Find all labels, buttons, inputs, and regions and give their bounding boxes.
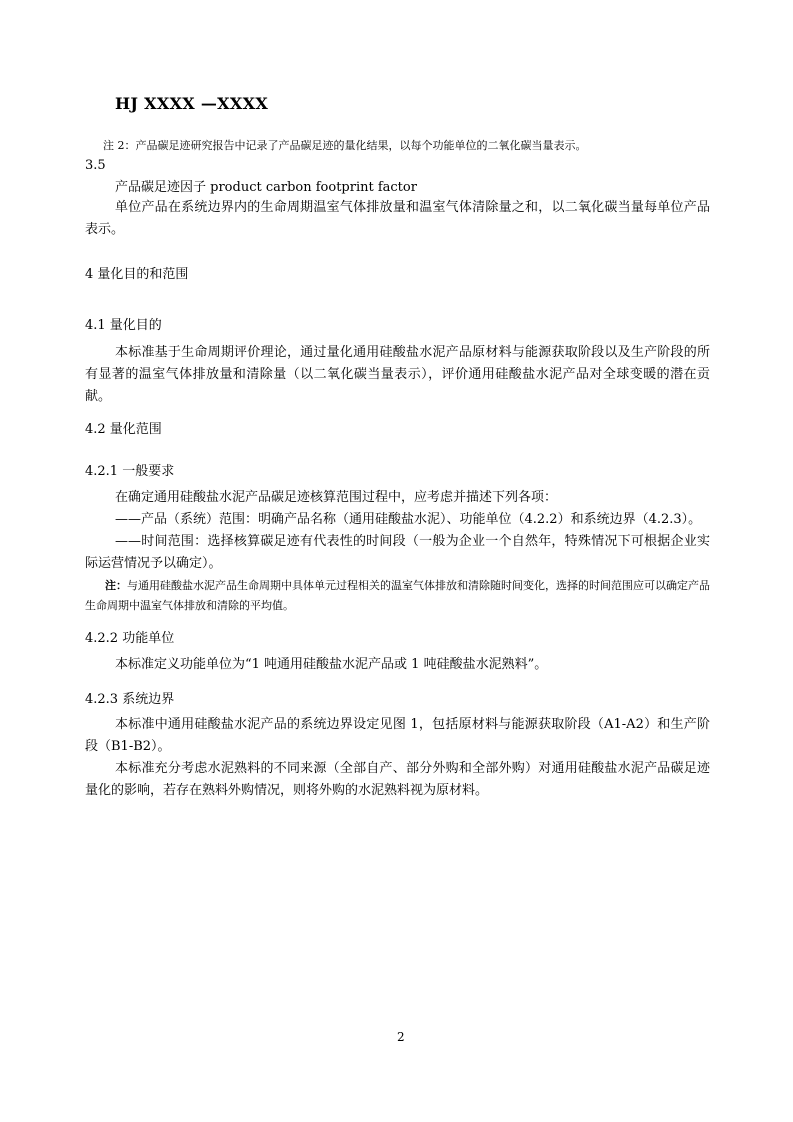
section-4-2-3-paragraph-2: 本标准充分考虑水泥熟料的不同来源（全部自产、部分外购和全部外购）对通用硅酸盐水泥产品碳足迹量化的影响，若存在熟料外购情况，则将外购的水泥熟料视为原材料。 bbox=[85, 761, 710, 798]
clause-3-5-number: 3.5 bbox=[85, 158, 106, 173]
section-4-2-1-intro: 在确定通用硅酸盐水泥产品碳足迹核算范围过程中，应考虑并描述下列各项： bbox=[115, 490, 558, 505]
page-number: 2 bbox=[397, 1030, 405, 1044]
section-4-2-3-title: 4.2.3 系统边界 bbox=[85, 692, 175, 707]
note-label: 注： bbox=[105, 579, 127, 592]
section-4-2-1-title: 4.2.1 一般要求 bbox=[85, 464, 175, 479]
document-code-header: HJ XXXX —XXXX bbox=[115, 94, 269, 113]
term-title: 产品碳足迹因子 product carbon footprint factor bbox=[115, 180, 417, 195]
section-4-title: 4 量化目的和范围 bbox=[85, 267, 189, 282]
section-4-2-2-paragraph: 本标准定义功能单位为“1 吨通用硅酸盐水泥产品或 1 吨硅酸盐水泥熟料”。 bbox=[115, 657, 548, 672]
time-scope-item: ——时间范围：选择核算碳足迹有代表性的时间段（一般为企业一个自然年，特殊情况下可根据企业实际运营情况予以确定）。 bbox=[85, 534, 710, 571]
note-4-2-1 bbox=[85, 576, 710, 616]
note-2: 注 2：产品碳足迹研究报告中记录了产品碳足迹的量化结果，以每个功能单位的二氧化碳当量表示。 bbox=[103, 139, 587, 152]
section-4-2-2-title: 4.2.2 功能单位 bbox=[85, 631, 175, 646]
section-4-2-title: 4.2 量化范围 bbox=[85, 422, 162, 437]
note-text: 与通用硅酸盐水泥产品生命周期中具体单元过程相关的温室气体排放和清除随时间变化，选择的时间范围应可以确定产品生命周期中温室气体排放和清除的平均值。 bbox=[85, 579, 710, 612]
section-4-1-paragraph: 本标准基于生命周期评价理论，通过量化通用硅酸盐水泥产品原材料与能源获取阶段以及生产阶段的所有显著的温室气体排放量和清除量（以二氧化碳当量表示），评价通用硅酸盐水泥产品对全球变暖的潜在贡献。 bbox=[85, 345, 710, 404]
term-definition: 单位产品在系统边界内的生命周期温室气体排放量和温室气体清除量之和，以二氧化碳当量每单位产品表示。 bbox=[85, 200, 710, 237]
section-4-2-3-paragraph-1: 本标准中通用硅酸盐水泥产品的系统边界设定见图 1，包括原材料与能源获取阶段（A1-A2）和生产阶段（B1-B2）。 bbox=[85, 717, 710, 754]
product-scope-item: ——产品（系统）范围：明确产品名称（通用硅酸盐水泥）、功能单位（4.2.2）和系统边界（4.2.3）。 bbox=[115, 512, 702, 527]
section-4-1-title: 4.1 量化目的 bbox=[85, 318, 162, 333]
